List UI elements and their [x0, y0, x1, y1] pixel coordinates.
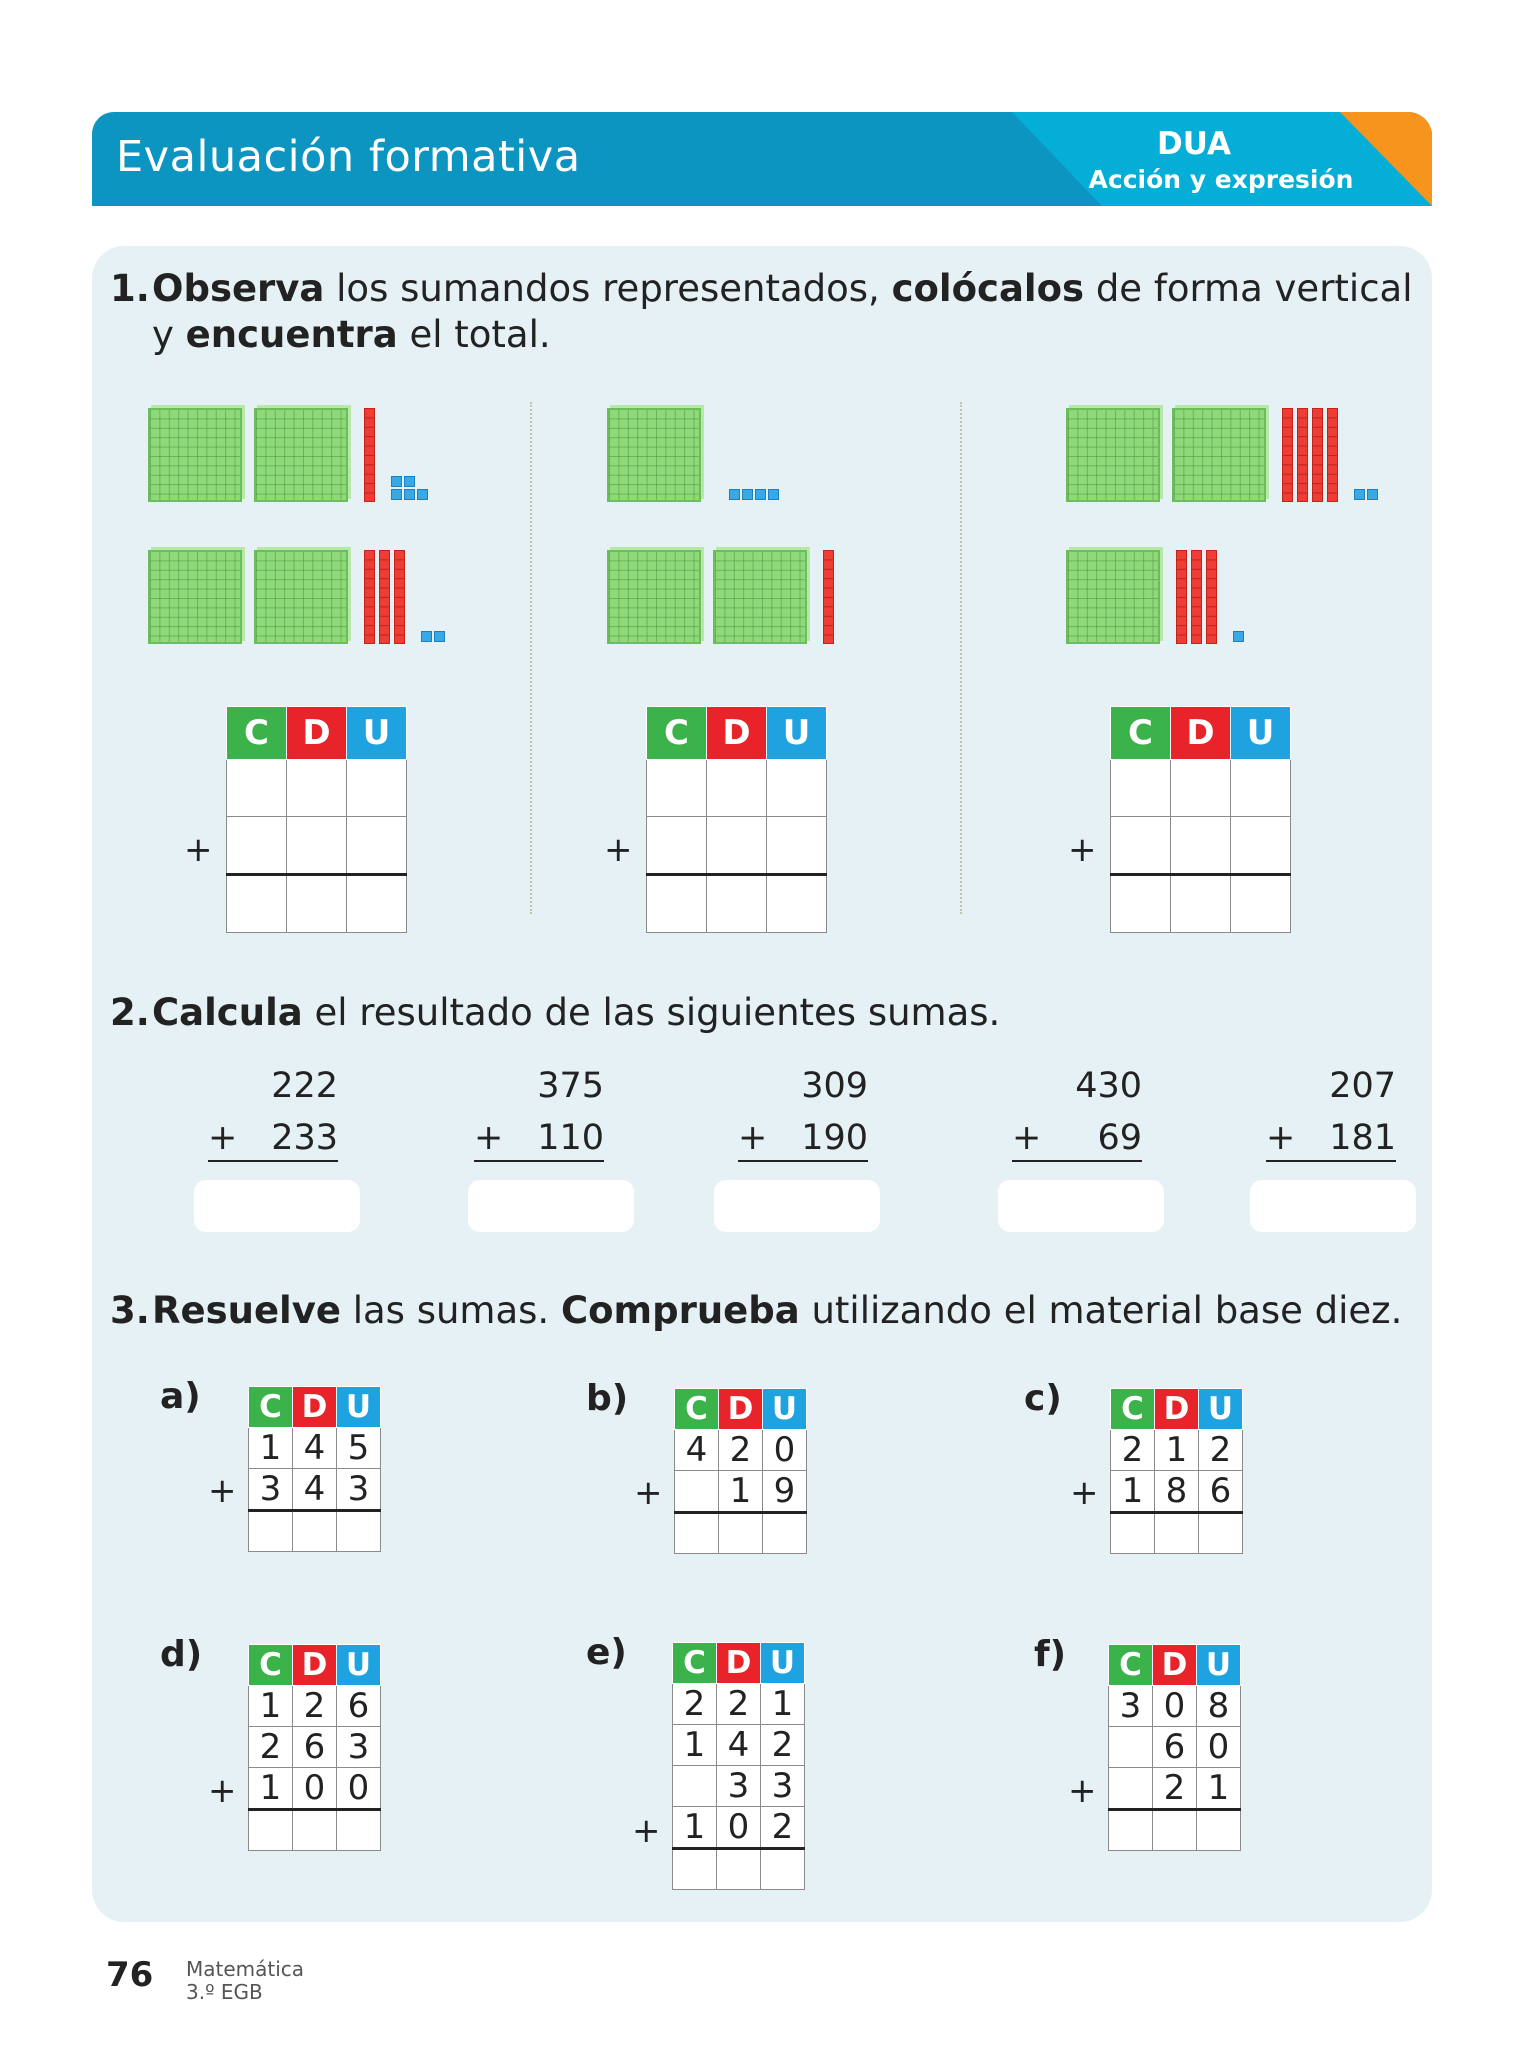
header-centenas: C: [675, 1389, 719, 1430]
answer-cell[interactable]: [249, 1810, 293, 1851]
question-number: 3.: [110, 1289, 150, 1332]
header-decenas: D: [1155, 1389, 1199, 1430]
plus-sign: +: [604, 830, 633, 870]
exercise-label: a): [160, 1376, 201, 1417]
result-row: [1109, 1810, 1241, 1851]
digit-cell: [227, 817, 287, 875]
digit-cell: 2: [1199, 1430, 1243, 1471]
answer-box[interactable]: [714, 1180, 880, 1232]
hundred-flat: [1066, 408, 1160, 502]
sum-bottom-row: [738, 1118, 868, 1162]
digit-cell: 3: [337, 1469, 381, 1511]
addend-row: [1111, 760, 1291, 817]
header-unidades: U: [1197, 1645, 1241, 1686]
sum-bottom-number: 69: [1097, 1118, 1142, 1158]
digit-cell: [647, 817, 707, 875]
answer-cell[interactable]: [767, 875, 827, 933]
digit-cell: 6: [293, 1727, 337, 1768]
vertical-sum: [474, 1066, 604, 1162]
verb: Resuelve: [152, 1289, 341, 1332]
digit-cell: [347, 760, 407, 817]
header-unidades: U: [1231, 707, 1291, 760]
table-header-row: [227, 707, 407, 760]
verb: Comprueba: [560, 1289, 800, 1332]
sum-bottom-row: [1012, 1118, 1142, 1162]
answer-cell[interactable]: [287, 875, 347, 933]
digit-cell: 0: [293, 1768, 337, 1810]
plus-sign: +: [1012, 1118, 1042, 1158]
digit-cell: 2: [1153, 1768, 1197, 1810]
column-divider: [960, 402, 962, 914]
header-centenas: C: [249, 1387, 293, 1428]
ten-rod: [364, 550, 375, 644]
sum-top-number: 207: [1329, 1066, 1396, 1106]
header-unidades: U: [767, 707, 827, 760]
ten-rod: [1327, 408, 1338, 502]
digit-cell: [647, 760, 707, 817]
hundred-flat: [254, 408, 348, 502]
digit-cell: 1: [673, 1807, 717, 1849]
addend-row: [647, 760, 827, 817]
ten-rod: [1282, 408, 1293, 502]
digit-cell: [1111, 760, 1171, 817]
addend-row: [1111, 1471, 1243, 1513]
digit-cell: 9: [763, 1471, 807, 1513]
text: los sumandos representados,: [324, 267, 892, 310]
digit-cell: 1: [1155, 1430, 1199, 1471]
digit-cell: 2: [1111, 1430, 1155, 1471]
header-centenas: C: [673, 1643, 717, 1684]
sum-bottom-row: [208, 1118, 338, 1162]
plus-sign: +: [634, 1473, 663, 1513]
exercise-label: f): [1034, 1634, 1067, 1675]
addend-row: [249, 1768, 381, 1810]
digit-cell: 5: [337, 1428, 381, 1469]
plus-sign: +: [1070, 1473, 1099, 1513]
sum-bottom-number: 233: [271, 1118, 338, 1158]
digit-cell: 2: [293, 1686, 337, 1727]
sum-top-number: 375: [537, 1066, 604, 1106]
digit-cell: 1: [1197, 1768, 1241, 1810]
digit-cell: 0: [1153, 1686, 1197, 1727]
answer-cell[interactable]: [1199, 1513, 1243, 1554]
sum-bottom-number: 181: [1329, 1118, 1396, 1158]
digit-cell: 1: [1111, 1471, 1155, 1513]
cdu-table: [226, 706, 407, 933]
digit-cell: 3: [249, 1469, 293, 1511]
header-centenas: C: [1111, 707, 1171, 760]
answer-cell[interactable]: [1197, 1810, 1241, 1851]
digit-cell: 6: [1199, 1471, 1243, 1513]
digit-cell: [1171, 817, 1231, 875]
digit-cell: 4: [293, 1428, 337, 1469]
header-unidades: U: [347, 707, 407, 760]
answer-cell[interactable]: [249, 1511, 293, 1552]
ten-rod: [1297, 408, 1308, 502]
addend-row: [1109, 1727, 1241, 1768]
cdu-table: [248, 1386, 381, 1552]
plus-sign: +: [1266, 1118, 1296, 1158]
question-number: 2.: [110, 991, 150, 1034]
table-header-row: [249, 1387, 381, 1428]
unit-cube: [1367, 489, 1378, 500]
cdu-table: [672, 1642, 805, 1890]
answer-cell[interactable]: [337, 1810, 381, 1851]
unit-cube: [391, 489, 402, 500]
answer-cell[interactable]: [337, 1511, 381, 1552]
digit-cell: 0: [717, 1807, 761, 1849]
text: de forma vertical: [1084, 267, 1413, 310]
ten-rod: [823, 550, 834, 644]
result-row: [1111, 1513, 1243, 1554]
unit-cube: [1354, 489, 1365, 500]
header-unidades: U: [1199, 1389, 1243, 1430]
digit-cell: 1: [249, 1686, 293, 1727]
addend-row: [673, 1807, 805, 1849]
addend-row: [1109, 1686, 1241, 1727]
header-centenas: C: [1111, 1389, 1155, 1430]
digit-cell: [1231, 817, 1291, 875]
answer-box[interactable]: [468, 1180, 634, 1232]
answer-cell[interactable]: [1231, 875, 1291, 933]
digit-cell: 6: [337, 1686, 381, 1727]
digit-cell: [673, 1766, 717, 1807]
digit-cell: [1109, 1727, 1153, 1768]
header-decenas: D: [707, 707, 767, 760]
answer-cell[interactable]: [1171, 875, 1231, 933]
answer-box[interactable]: [194, 1180, 360, 1232]
table-header-row: [249, 1645, 381, 1686]
digit-cell: [767, 817, 827, 875]
vertical-sum: [738, 1066, 868, 1162]
subject-name: Matemática: [186, 1957, 305, 1981]
exercise-label: e): [586, 1632, 627, 1673]
digit-cell: 1: [719, 1471, 763, 1513]
digit-cell: [767, 760, 827, 817]
answer-cell[interactable]: [293, 1511, 337, 1552]
text: utilizando el material base diez.: [799, 1289, 1403, 1332]
digit-cell: 3: [761, 1766, 805, 1807]
digit-cell: [1111, 817, 1171, 875]
addend-row: [249, 1469, 381, 1511]
addend-row: [227, 817, 407, 875]
digit-cell: 3: [717, 1766, 761, 1807]
digit-cell: 2: [249, 1727, 293, 1768]
result-row: [1111, 875, 1291, 933]
unit-cube: [404, 476, 415, 487]
header-decenas: D: [1171, 707, 1231, 760]
header-centenas: C: [1109, 1645, 1153, 1686]
header-unidades: U: [761, 1643, 805, 1684]
addend-row: [249, 1428, 381, 1469]
ten-rod: [1191, 550, 1202, 644]
digit-cell: 4: [675, 1430, 719, 1471]
header-unidades: U: [763, 1389, 807, 1430]
result-row: [673, 1849, 805, 1890]
digit-cell: [675, 1471, 719, 1513]
answer-cell[interactable]: [1111, 875, 1171, 933]
addend-row: [1111, 1430, 1243, 1471]
plus-sign: +: [184, 830, 213, 870]
digit-cell: 0: [1197, 1727, 1241, 1768]
plus-sign: +: [632, 1811, 661, 1851]
verb: colócalos: [891, 267, 1085, 310]
vertical-sum: [1266, 1066, 1396, 1162]
cdu-table: [1110, 706, 1291, 933]
hundred-flat: [607, 550, 701, 644]
verb: Calcula: [152, 991, 303, 1034]
addend-row: [1111, 817, 1291, 875]
unit-cube: [434, 631, 445, 642]
result-row: [249, 1511, 381, 1552]
answer-cell[interactable]: [1109, 1810, 1153, 1851]
text: el total.: [397, 313, 551, 356]
verb: Observa: [152, 267, 325, 310]
unit-cube: [755, 489, 766, 500]
plus-sign: +: [208, 1118, 238, 1158]
question-number: 1.: [110, 267, 150, 310]
plus-sign: +: [208, 1471, 237, 1511]
result-row: [249, 1810, 381, 1851]
answer-cell[interactable]: [227, 875, 287, 933]
cdu-table: [674, 1388, 807, 1554]
result-row: [227, 875, 407, 933]
plus-sign: +: [474, 1118, 504, 1158]
text: las sumas.: [340, 1289, 561, 1332]
answer-cell[interactable]: [719, 1513, 763, 1554]
table-header-row: [1111, 1389, 1243, 1430]
digit-cell: [347, 817, 407, 875]
digit-cell: 2: [761, 1725, 805, 1766]
digit-cell: 2: [761, 1807, 805, 1849]
digit-cell: [227, 760, 287, 817]
result-row: [675, 1513, 807, 1554]
digit-cell: 4: [293, 1469, 337, 1511]
addend-row: [675, 1471, 807, 1513]
table-header-row: [1109, 1645, 1241, 1686]
unit-cube: [742, 489, 753, 500]
hundred-flat: [148, 408, 242, 502]
digit-cell: 1: [249, 1428, 293, 1469]
addend-row: [673, 1684, 805, 1725]
digit-cell: 0: [763, 1430, 807, 1471]
ten-rod: [1312, 408, 1323, 502]
digit-cell: 1: [673, 1725, 717, 1766]
header-centenas: C: [647, 707, 707, 760]
addend-row: [249, 1686, 381, 1727]
addend-row: [227, 760, 407, 817]
header-decenas: D: [293, 1387, 337, 1428]
exercise-label: c): [1024, 1378, 1062, 1419]
digit-cell: [707, 817, 767, 875]
addend-row: [673, 1725, 805, 1766]
unit-cube: [1233, 631, 1244, 642]
digit-cell: 8: [1155, 1471, 1199, 1513]
unit-cube: [417, 489, 428, 500]
plus-sign: +: [1068, 830, 1097, 870]
answer-cell[interactable]: [761, 1849, 805, 1890]
ten-rod: [364, 408, 375, 502]
digit-cell: 3: [1109, 1686, 1153, 1727]
plus-sign: +: [738, 1118, 768, 1158]
section-title: Evaluación formativa: [116, 132, 581, 182]
ten-rod: [394, 550, 405, 644]
table-header-row: [1111, 707, 1291, 760]
header-decenas: D: [719, 1389, 763, 1430]
digit-cell: 0: [337, 1768, 381, 1810]
header-decenas: D: [293, 1645, 337, 1686]
ten-rod: [1176, 550, 1187, 644]
text: y: [152, 313, 186, 356]
cdu-table: [1110, 1388, 1243, 1554]
answer-cell[interactable]: [717, 1849, 761, 1890]
digit-cell: 2: [673, 1684, 717, 1725]
text: el resultado de las siguientes sumas.: [302, 991, 1001, 1034]
header-unidades: U: [337, 1645, 381, 1686]
dua-title: DUA: [1157, 126, 1231, 162]
subject-label: [186, 1958, 304, 2004]
digit-cell: 6: [1153, 1727, 1197, 1768]
hundred-flat: [1172, 408, 1266, 502]
header-decenas: D: [287, 707, 347, 760]
exercise-label: b): [586, 1378, 629, 1419]
digit-cell: 3: [337, 1727, 381, 1768]
answer-cell[interactable]: [347, 875, 407, 933]
verb: encuentra: [185, 313, 398, 356]
answer-cell[interactable]: [675, 1513, 719, 1554]
digit-cell: [287, 760, 347, 817]
grade-level: 3.º EGB: [186, 1980, 263, 2004]
digit-cell: [1171, 760, 1231, 817]
header-centenas: C: [227, 707, 287, 760]
ten-rod: [1206, 550, 1217, 644]
unit-cube: [391, 476, 402, 487]
sum-bottom-row: [1266, 1118, 1396, 1162]
header-decenas: D: [717, 1643, 761, 1684]
cdu-table: [646, 706, 827, 933]
answer-box[interactable]: [998, 1180, 1164, 1232]
unit-cube: [729, 489, 740, 500]
answer-cell[interactable]: [763, 1513, 807, 1554]
addend-row: [1109, 1768, 1241, 1810]
digit-cell: 2: [719, 1430, 763, 1471]
digit-cell: 2: [717, 1684, 761, 1725]
answer-cell[interactable]: [1155, 1513, 1199, 1554]
answer-cell[interactable]: [1111, 1513, 1155, 1554]
plus-sign: +: [208, 1771, 237, 1811]
sum-top-number: 309: [801, 1066, 868, 1106]
header-unidades: U: [337, 1387, 381, 1428]
vertical-sum: [208, 1066, 338, 1162]
sum-bottom-row: [474, 1118, 604, 1162]
digit-cell: [1231, 760, 1291, 817]
digit-cell: [287, 817, 347, 875]
answer-cell[interactable]: [673, 1849, 717, 1890]
column-divider: [530, 402, 532, 914]
hundred-flat: [713, 550, 807, 644]
section-banner: [92, 112, 1432, 206]
digit-cell: [707, 760, 767, 817]
addend-row: [647, 817, 827, 875]
unit-cube: [404, 489, 415, 500]
digit-cell: 8: [1197, 1686, 1241, 1727]
result-row: [647, 875, 827, 933]
sum-bottom-number: 110: [537, 1118, 604, 1158]
cdu-table: [248, 1644, 381, 1851]
unit-cube: [421, 631, 432, 642]
table-header-row: [675, 1389, 807, 1430]
unit-cube: [768, 489, 779, 500]
addend-row: [675, 1430, 807, 1471]
digit-cell: 4: [717, 1725, 761, 1766]
answer-cell[interactable]: [647, 875, 707, 933]
hundred-flat: [1066, 550, 1160, 644]
exercise-label: d): [160, 1634, 203, 1675]
sum-bottom-number: 190: [801, 1118, 868, 1158]
digit-cell: [1109, 1768, 1153, 1810]
page-number: 76: [106, 1955, 154, 1995]
hundred-flat: [254, 550, 348, 644]
addend-row: [673, 1766, 805, 1807]
answer-cell[interactable]: [707, 875, 767, 933]
hundred-flat: [607, 408, 701, 502]
question-1: [110, 266, 1413, 358]
ten-rod: [379, 550, 390, 644]
plus-sign: +: [1068, 1771, 1097, 1811]
dua-subtitle: Acción y expresión: [1088, 165, 1354, 194]
digit-cell: 1: [761, 1684, 805, 1725]
header-centenas: C: [249, 1645, 293, 1686]
table-header-row: [673, 1643, 805, 1684]
answer-cell[interactable]: [1153, 1810, 1197, 1851]
question-2: [110, 990, 1000, 1036]
sum-top-number: 430: [1075, 1066, 1142, 1106]
header-decenas: D: [1153, 1645, 1197, 1686]
cdu-table: [1108, 1644, 1241, 1851]
vertical-sum: [1012, 1066, 1142, 1162]
answer-cell[interactable]: [293, 1810, 337, 1851]
answer-box[interactable]: [1250, 1180, 1416, 1232]
digit-cell: 1: [249, 1768, 293, 1810]
sum-top-number: 222: [271, 1066, 338, 1106]
table-header-row: [647, 707, 827, 760]
hundred-flat: [148, 550, 242, 644]
addend-row: [249, 1727, 381, 1768]
question-3: [110, 1288, 1402, 1334]
